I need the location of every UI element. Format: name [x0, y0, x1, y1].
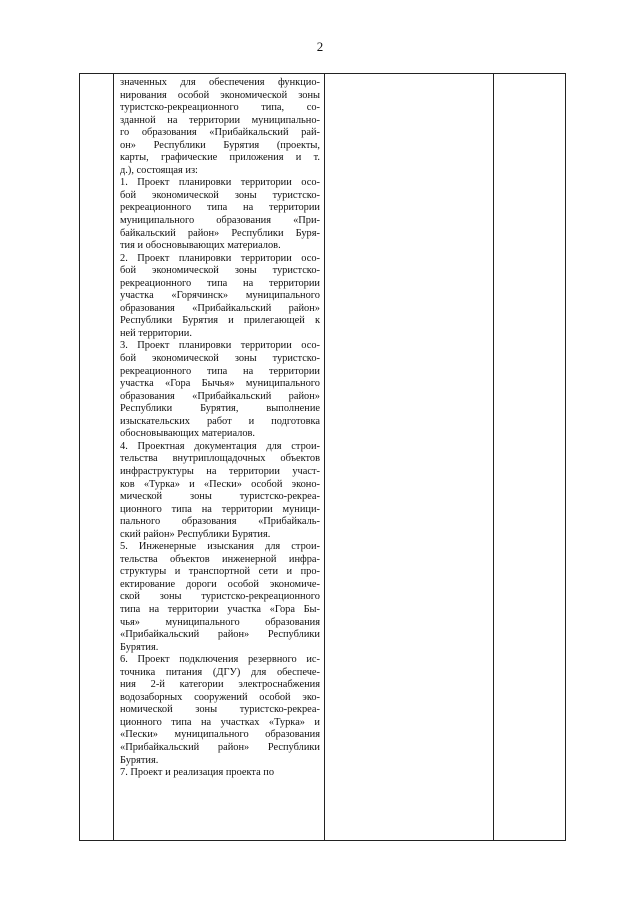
text-line: зданной на территории муниципально-: [120, 114, 320, 126]
text-line: ектирование дороги особой экономиче-: [120, 578, 320, 590]
text-line: рекреационного типа на территории: [120, 277, 320, 289]
description-cell: [114, 74, 325, 841]
text-line: 6. Проект подключения резервного ис-: [120, 654, 320, 666]
text-line: «Прибайкальский район» Республики: [120, 741, 320, 753]
text-line: чья» муниципального образования: [120, 616, 320, 628]
text-line: тия и обосновывающих материалов.: [120, 240, 281, 252]
number-cell: [80, 74, 114, 841]
text-line: 4. Проектная документация для строи-: [120, 440, 320, 452]
text-line: образования «Прибайкальский район»: [120, 390, 320, 402]
text-line: ционного типа на участках «Турка» и: [120, 716, 320, 728]
text-line: Республики Бурятия и прилегающей к: [120, 315, 320, 327]
text-line: участка «Гора Бычья» муниципального: [120, 378, 320, 390]
text-line: Республики Бурятия, выполнение: [120, 403, 320, 415]
empty-cell: [494, 74, 566, 841]
text-line: байкальский район» Республики Буря-: [120, 227, 320, 239]
text-line: рекреационного типа на территории: [120, 202, 320, 214]
text-line: водозаборных сооружений особой эко-: [120, 691, 320, 703]
text-line: тельства объектов инженерной инфра-: [120, 553, 320, 565]
text-line: тельства внутриплощадочных объектов: [120, 453, 320, 465]
text-line: карты, графические приложения и т.: [120, 152, 320, 164]
text-line: туристско-рекреационного типа, со-: [120, 102, 320, 114]
text-line: ционного типа на территории муници-: [120, 503, 320, 515]
text-line: пального образования «Прибайкаль-: [120, 516, 320, 528]
page-number: 2: [316, 39, 324, 54]
text-line: нирования особой экономической зоны: [120, 89, 320, 101]
text-line: 5. Инженерные изыскания для строи-: [120, 541, 320, 553]
text-line: Бурятия.: [120, 754, 159, 766]
text-line: го образования «Прибайкальский рай-: [120, 127, 320, 139]
text-line: типа на территории участка «Гора Бы-: [120, 603, 320, 615]
text-line: мической зоны туристско-рекреа-: [120, 491, 320, 503]
text-line: значенных для обеспечения функцио-: [120, 77, 320, 88]
text-line: образования «Прибайкальский район»: [120, 302, 320, 314]
text-line: 7. Проект и реализация проекта по: [120, 767, 275, 779]
text-line: точника питания (ДГУ) для обеспече-: [120, 666, 320, 678]
text-line: 3. Проект планировки территории осо-: [120, 340, 320, 352]
text-line: ния 2-й категории электроснабжения: [120, 679, 320, 691]
document-table: [79, 73, 566, 841]
description-text: [114, 74, 324, 780]
text-line: «Прибайкальский район» Республики: [120, 629, 320, 641]
text-line: бой экономической зоны туристско-: [120, 265, 320, 277]
text-line: номической зоны туристско-рекреа-: [120, 704, 320, 716]
text-line: ский район» Республики Бурятия.: [120, 528, 271, 540]
text-line: бой экономической зоны туристско-: [120, 189, 320, 201]
text-line: обосновывающих материалов.: [120, 428, 256, 440]
table-row: [80, 74, 566, 841]
text-line: структуры и транспортной сети и про-: [120, 566, 320, 578]
text-line: муниципального образования «При-: [120, 215, 320, 227]
text-line: Бурятия.: [120, 641, 159, 653]
text-line: он» Республики Бурятия (проекты,: [120, 139, 320, 151]
text-line: 1. Проект планировки территории осо-: [120, 177, 320, 189]
text-line: ков «Турка» и «Пески» особой эконо-: [120, 478, 320, 490]
text-line: 2. Проект планировки территории осо-: [120, 252, 320, 264]
text-line: ней территории.: [120, 327, 192, 339]
text-line: «Пески» муниципального образования: [120, 729, 320, 741]
text-line: участка «Горячинск» муниципального: [120, 290, 320, 302]
text-line: бой экономической зоны туристско-: [120, 353, 320, 365]
text-line: изыскательских работ и подготовка: [120, 415, 320, 427]
text-line: рекреационного типа на территории: [120, 365, 320, 377]
text-line: ской зоны туристско-рекреационного: [120, 591, 320, 603]
text-line: д.), состоящая из:: [120, 164, 198, 176]
text-line: инфраструктуры на территории участ-: [120, 465, 320, 477]
empty-cell: [325, 74, 494, 841]
